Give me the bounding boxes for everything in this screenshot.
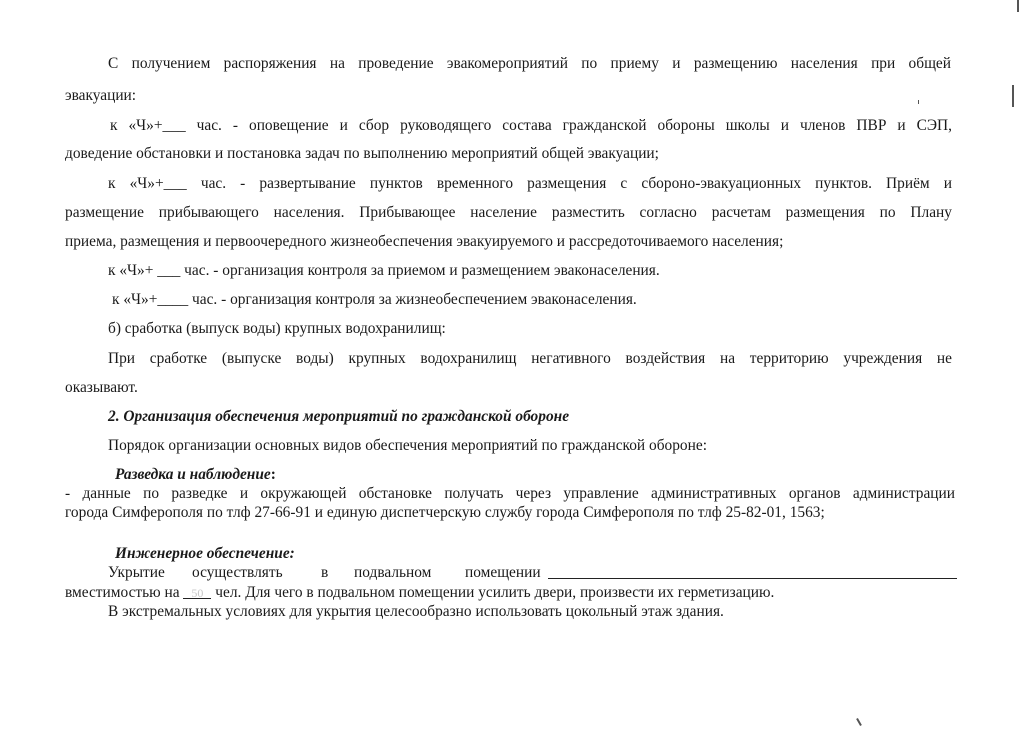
location-blank-line (548, 564, 957, 579)
item-b-heading: б) сработка (выпуск воды) крупных водохранилищ: (108, 320, 446, 337)
item-4: к «Ч»+____ час. - организация контроля за жизнеобеспечением эваконаселения. (112, 291, 637, 308)
recon-heading (115, 466, 276, 484)
scan-speck (856, 718, 862, 726)
section-2-intro: Порядок организации основных видов обеспечения мероприятий по гражданской обороне: (108, 437, 707, 454)
capacity-text: чел. Для чего в подвальном помещении усилить двери, произвести их герметизацию. (215, 584, 775, 601)
scan-speck (918, 100, 919, 104)
capacity-blank (183, 584, 211, 599)
engineering-word: Укрытие (108, 564, 165, 581)
item-b-text-line-2: оказывают. (65, 379, 138, 396)
engineering-word: осуществлять (192, 564, 283, 581)
engineering-word: подвальном (354, 564, 432, 581)
recon-title: Разведка и наблюдение (115, 466, 271, 483)
section-2-title: 2. Организация обеспечения мероприятий по гражданской обороне (108, 408, 570, 425)
item-2-line-3: приема, размещения и первоочередного жизнеобеспечения эвакуируемого и рассредоточиваемого населения; (65, 233, 784, 250)
item-2-line-2: размещение прибывающего населения. Прибывающее население разместить согласно расчетам размещения по Плану (65, 204, 952, 221)
engineering-title: Инженерное обеспечение: (115, 545, 295, 562)
item-1-line-2: доведение обстановки и постановка задач по выполнению мероприятий общей эвакуации; (65, 145, 659, 162)
intro-line-2: эвакуации: (65, 87, 137, 104)
item-1-line-1: к «Ч»+___ час. - оповещение и сбор руководящего состава гражданской обороны школы и членов ПВР и СЭП, (110, 117, 952, 134)
engineering-word: в (321, 564, 329, 581)
engineering-line-2 (65, 584, 774, 602)
engineering-word: помещении (465, 564, 541, 581)
engineering-line-3: В экстремальных условиях для укрытия целесообразно использовать цокольный этаж здания. (108, 603, 724, 620)
recon-line-1: - данные по разведке и окружающей обстановке получать через управление административных органов администрации (65, 485, 955, 502)
item-b-text-line-1: При сработке (выпуске воды) крупных водохранилищ негативного воздействия на территорию учреждения не (108, 350, 952, 367)
recon-line-2: города Симферополя по тлф 27-66-91 и единую диспетчерскую службу города Симферополя по тлф 25-82-01, 1563; (65, 504, 825, 521)
item-3: к «Ч»+ ___ час. - организация контроля за приемом и размещением эваконаселения. (108, 262, 660, 279)
scan-mark-right-edge (1012, 85, 1014, 107)
engineering-line-1 (108, 564, 541, 582)
scan-mark-top-right (1017, 0, 1019, 12)
capacity-label: вместимостью на (65, 584, 180, 601)
capacity-value: 50 (191, 586, 204, 600)
item-2-line-1: к «Ч»+___ час. - развертывание пунктов временного размещения с сбороно-эвакуационных пунктов. Приём и (108, 175, 952, 192)
intro-line-1: С получением распоряжения на проведение эвакомероприятий по приему и размещению населения при общей (108, 55, 951, 72)
recon-colon: : (270, 466, 276, 483)
